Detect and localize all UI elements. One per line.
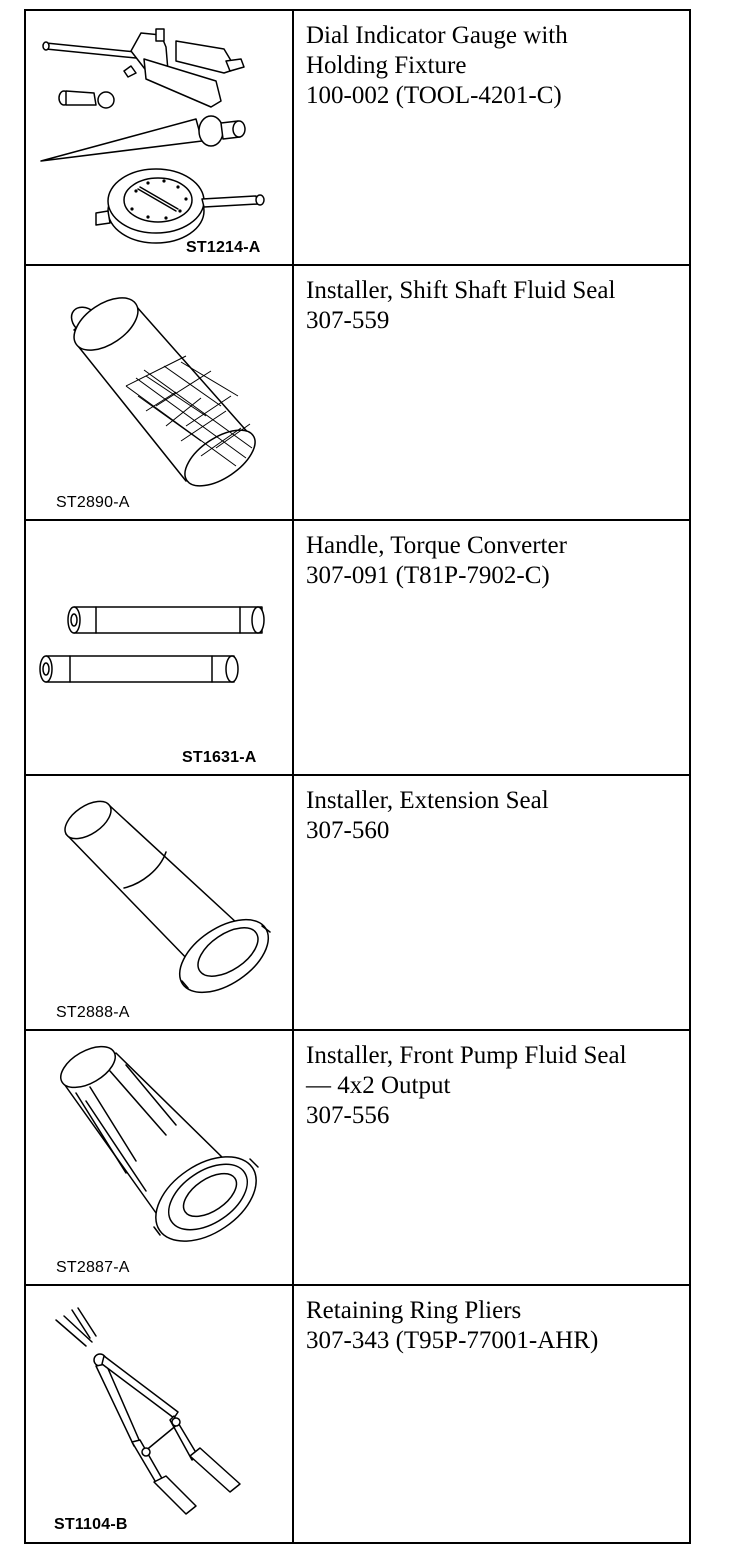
tool-image-cell bbox=[26, 1286, 294, 1542]
tool-description bbox=[306, 531, 681, 591]
tool-number: 307-560 bbox=[306, 817, 390, 844]
shift-shaft-seal-installer-illustration bbox=[26, 266, 292, 521]
table-row bbox=[26, 1286, 689, 1542]
tool-image-cell bbox=[26, 521, 294, 774]
table-row bbox=[26, 266, 689, 521]
table-row bbox=[26, 11, 689, 266]
tool-image-cell bbox=[26, 776, 294, 1029]
tool-image-cell bbox=[26, 1031, 294, 1284]
tool-code: ST2890-A bbox=[56, 494, 130, 511]
retaining-ring-pliers-illustration bbox=[26, 1286, 292, 1542]
tool-code: ST1104-B bbox=[54, 1516, 128, 1533]
tool-name-line: Retaining Ring Pliers bbox=[306, 1297, 522, 1324]
tool-name-line: Holding Fixture bbox=[306, 52, 467, 79]
tool-name-line: Handle, Torque Converter bbox=[306, 532, 567, 559]
tool-number: 100-002 (TOOL-4201-C) bbox=[306, 82, 562, 109]
tool-description bbox=[306, 786, 681, 846]
tool-code: ST2888-A bbox=[56, 1004, 130, 1021]
tool-name-line: Installer, Shift Shaft Fluid Seal bbox=[306, 277, 616, 304]
extension-seal-installer-illustration bbox=[26, 776, 292, 1031]
front-pump-seal-installer-illustration bbox=[26, 1031, 292, 1286]
tool-number: 307-091 (T81P-7902-C) bbox=[306, 562, 550, 589]
tool-name-line: Installer, Front Pump Fluid Seal bbox=[306, 1042, 627, 1069]
tool-image-cell bbox=[26, 266, 294, 519]
tool-name-line: Installer, Extension Seal bbox=[306, 787, 549, 814]
tool-number: 307-559 bbox=[306, 307, 390, 334]
tool-description bbox=[306, 276, 681, 336]
dial-indicator-gauge-illustration bbox=[26, 11, 292, 266]
tool-number: 307-343 (T95P-77001-AHR) bbox=[306, 1327, 599, 1354]
table-row bbox=[26, 521, 689, 776]
tool-description bbox=[306, 1041, 681, 1131]
tool-code: ST1631-A bbox=[182, 749, 257, 766]
tool-name-line: — 4x2 Output bbox=[306, 1072, 451, 1099]
tool-code: ST2887-A bbox=[56, 1259, 130, 1276]
tool-description bbox=[306, 1296, 681, 1356]
tool-image-cell bbox=[26, 11, 294, 264]
tool-number: 307-556 bbox=[306, 1102, 390, 1129]
torque-converter-handle-illustration bbox=[26, 521, 292, 776]
table-row bbox=[26, 776, 689, 1031]
special-tools-table bbox=[24, 9, 691, 1544]
tool-name-line: Dial Indicator Gauge with bbox=[306, 22, 568, 49]
table-row bbox=[26, 1031, 689, 1286]
tool-description bbox=[306, 21, 681, 111]
tool-code: ST1214-A bbox=[186, 239, 261, 256]
